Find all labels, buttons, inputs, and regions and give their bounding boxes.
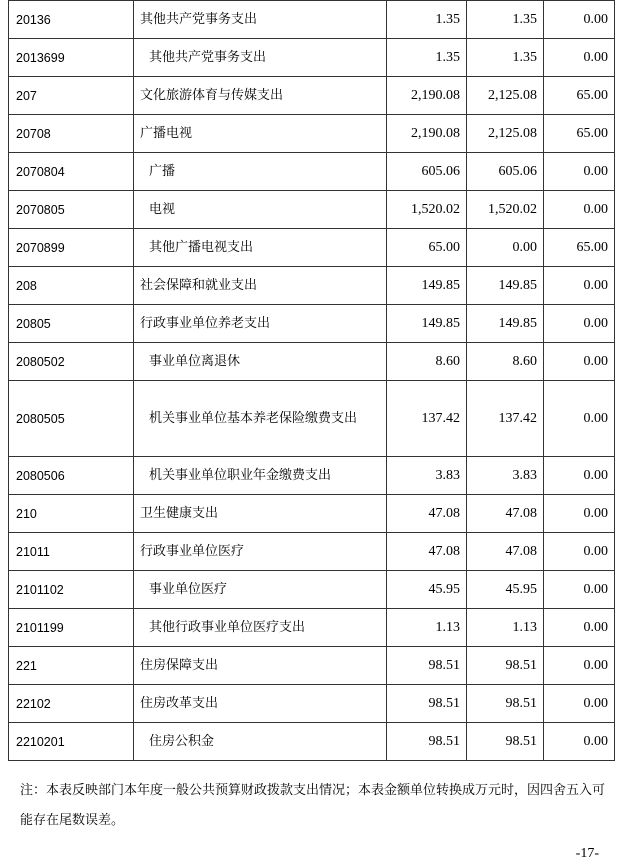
basic-cell: 2,125.08 xyxy=(467,77,544,115)
basic-cell: 98.51 xyxy=(467,723,544,761)
code-cell: 2070804 xyxy=(9,153,134,191)
project-cell: 65.00 xyxy=(544,115,615,153)
code-cell: 2070899 xyxy=(9,229,134,267)
basic-cell: 47.08 xyxy=(467,495,544,533)
project-cell: 0.00 xyxy=(544,609,615,647)
project-cell: 65.00 xyxy=(544,229,615,267)
name-cell: 机关事业单位职业年金缴费支出 xyxy=(134,457,387,495)
basic-cell: 98.51 xyxy=(467,685,544,723)
name-cell: 文化旅游体育与传媒支出 xyxy=(134,77,387,115)
project-cell: 0.00 xyxy=(544,39,615,77)
code-cell: 2101102 xyxy=(9,571,134,609)
project-cell: 0.00 xyxy=(544,533,615,571)
name-cell: 其他行政事业单位医疗支出 xyxy=(134,609,387,647)
project-cell: 65.00 xyxy=(544,77,615,115)
project-cell: 0.00 xyxy=(544,685,615,723)
name-cell: 住房公积金 xyxy=(134,723,387,761)
code-cell: 207 xyxy=(9,77,134,115)
total-cell: 137.42 xyxy=(387,381,467,457)
basic-cell: 45.95 xyxy=(467,571,544,609)
table-row xyxy=(9,457,615,495)
table-row xyxy=(9,1,615,39)
project-cell: 0.00 xyxy=(544,495,615,533)
basic-cell: 8.60 xyxy=(467,343,544,381)
name-cell: 事业单位医疗 xyxy=(134,571,387,609)
basic-cell: 1.35 xyxy=(467,39,544,77)
project-cell: 0.00 xyxy=(544,381,615,457)
code-cell: 20805 xyxy=(9,305,134,343)
basic-cell: 149.85 xyxy=(467,305,544,343)
code-cell: 210 xyxy=(9,495,134,533)
total-cell: 2,190.08 xyxy=(387,115,467,153)
table-body xyxy=(9,1,615,761)
table-row xyxy=(9,39,615,77)
total-cell: 1,520.02 xyxy=(387,191,467,229)
table-row xyxy=(9,191,615,229)
table-row xyxy=(9,495,615,533)
total-cell: 1.13 xyxy=(387,609,467,647)
name-cell: 住房保障支出 xyxy=(134,647,387,685)
table-row xyxy=(9,229,615,267)
code-cell: 2070805 xyxy=(9,191,134,229)
total-cell: 3.83 xyxy=(387,457,467,495)
name-cell: 其他共产党事务支出 xyxy=(134,1,387,39)
table-row xyxy=(9,647,615,685)
basic-cell: 0.00 xyxy=(467,229,544,267)
project-cell: 0.00 xyxy=(544,647,615,685)
total-cell: 1.35 xyxy=(387,39,467,77)
name-cell: 机关事业单位基本养老保险缴费支出 xyxy=(134,381,387,457)
total-cell: 45.95 xyxy=(387,571,467,609)
code-cell: 2080505 xyxy=(9,381,134,457)
basic-cell: 47.08 xyxy=(467,533,544,571)
table-row xyxy=(9,723,615,761)
table-row xyxy=(9,115,615,153)
table-row xyxy=(9,381,615,457)
project-cell: 0.00 xyxy=(544,571,615,609)
code-cell: 2101199 xyxy=(9,609,134,647)
total-cell: 98.51 xyxy=(387,647,467,685)
page-number: -17- xyxy=(575,846,599,861)
code-cell: 2080502 xyxy=(9,343,134,381)
basic-cell: 1,520.02 xyxy=(467,191,544,229)
total-cell: 149.85 xyxy=(387,305,467,343)
project-cell: 0.00 xyxy=(544,343,615,381)
table-row xyxy=(9,267,615,305)
total-cell: 98.51 xyxy=(387,723,467,761)
project-cell: 0.00 xyxy=(544,723,615,761)
table-note: 注：本表反映部门本年度一般公共预算财政拨款支出情况；本表金额单位转换成万元时，因四舍五入可能存在尾数误差。 xyxy=(20,783,606,828)
name-cell: 广播 xyxy=(134,153,387,191)
table-row xyxy=(9,343,615,381)
total-cell: 149.85 xyxy=(387,267,467,305)
code-cell: 2210201 xyxy=(9,723,134,761)
total-cell: 98.51 xyxy=(387,685,467,723)
expenditure-table xyxy=(8,0,615,761)
project-cell: 0.00 xyxy=(544,1,615,39)
code-cell: 208 xyxy=(9,267,134,305)
total-cell: 1.35 xyxy=(387,1,467,39)
name-cell: 行政事业单位医疗 xyxy=(134,533,387,571)
code-cell: 2013699 xyxy=(9,39,134,77)
basic-cell: 1.35 xyxy=(467,1,544,39)
code-cell: 20708 xyxy=(9,115,134,153)
basic-cell: 2,125.08 xyxy=(467,115,544,153)
project-cell: 0.00 xyxy=(544,191,615,229)
table-row xyxy=(9,571,615,609)
code-cell: 221 xyxy=(9,647,134,685)
table-row xyxy=(9,77,615,115)
code-cell: 2080506 xyxy=(9,457,134,495)
name-cell: 其他共产党事务支出 xyxy=(134,39,387,77)
name-cell: 卫生健康支出 xyxy=(134,495,387,533)
basic-cell: 149.85 xyxy=(467,267,544,305)
table-row xyxy=(9,153,615,191)
table-row xyxy=(9,609,615,647)
name-cell: 住房改革支出 xyxy=(134,685,387,723)
name-cell: 社会保障和就业支出 xyxy=(134,267,387,305)
name-cell: 行政事业单位养老支出 xyxy=(134,305,387,343)
name-cell: 事业单位离退休 xyxy=(134,343,387,381)
basic-cell: 3.83 xyxy=(467,457,544,495)
basic-cell: 98.51 xyxy=(467,647,544,685)
total-cell: 605.06 xyxy=(387,153,467,191)
project-cell: 0.00 xyxy=(544,153,615,191)
basic-cell: 137.42 xyxy=(467,381,544,457)
total-cell: 8.60 xyxy=(387,343,467,381)
basic-cell: 1.13 xyxy=(467,609,544,647)
project-cell: 0.00 xyxy=(544,267,615,305)
table-row xyxy=(9,305,615,343)
total-cell: 65.00 xyxy=(387,229,467,267)
name-cell: 广播电视 xyxy=(134,115,387,153)
project-cell: 0.00 xyxy=(544,457,615,495)
total-cell: 47.08 xyxy=(387,495,467,533)
name-cell: 电视 xyxy=(134,191,387,229)
basic-cell: 605.06 xyxy=(467,153,544,191)
table-row xyxy=(9,685,615,723)
code-cell: 21011 xyxy=(9,533,134,571)
total-cell: 47.08 xyxy=(387,533,467,571)
project-cell: 0.00 xyxy=(544,305,615,343)
total-cell: 2,190.08 xyxy=(387,77,467,115)
name-cell: 其他广播电视支出 xyxy=(134,229,387,267)
table-row xyxy=(9,533,615,571)
code-cell: 22102 xyxy=(9,685,134,723)
code-cell: 20136 xyxy=(9,1,134,39)
